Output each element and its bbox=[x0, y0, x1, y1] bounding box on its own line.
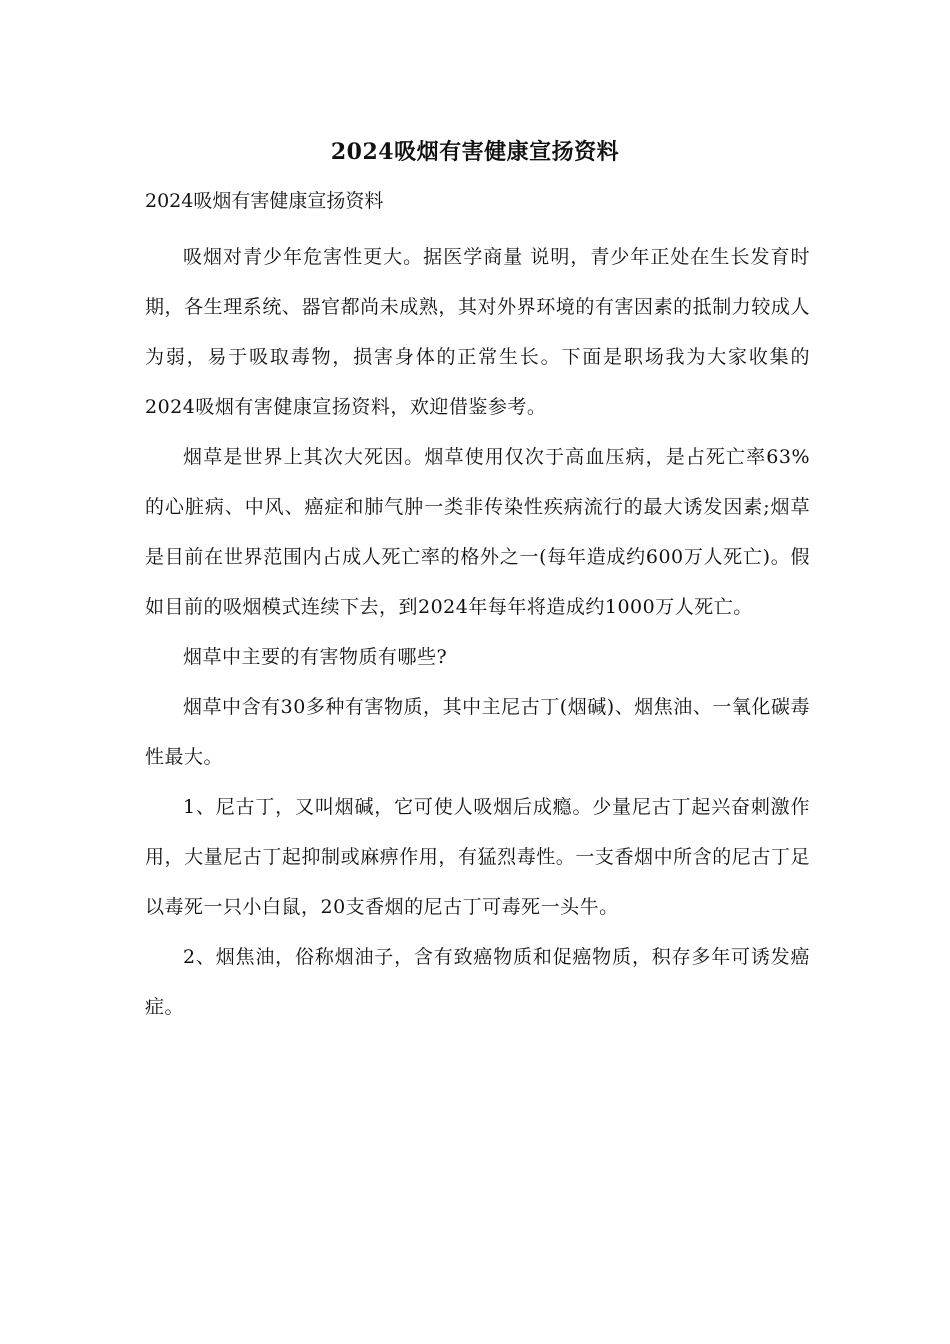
paragraph-intro: 吸烟对青少年危害性更大。据医学商量 说明，青少年正处在生长发育时期，各生理系统、器官都尚未成熟，其对外界环境的有害因素的抵制力较成人为弱，易于吸取毒物，损害身体的正常生长。下面是职场我为大家收集的2024吸烟有害健康宣扬资料，欢迎借鉴参考。 bbox=[145, 246, 810, 418]
document-body bbox=[145, 184, 810, 1032]
document-title: 2024吸烟有害健康宣扬资料 bbox=[330, 139, 620, 165]
paragraph-harmful-substances: 烟草中含有30多种有害物质，其中主尼古丁(烟碱)、烟焦油、一氧化碳毒性最大。 bbox=[145, 696, 810, 768]
paragraph-nicotine: 1、尼古丁，又叫烟碱，它可使人吸烟后成瘾。少量尼古丁起兴奋刺激作用，大量尼古丁起抑制或麻痹作用，有猛烈毒性。一支香烟中所含的尼古丁足以毒死一只小白鼠，20支香烟的尼古丁可毒死一头牛。 bbox=[145, 796, 810, 918]
paragraph-second-cause-of-death: 烟草是世界上其次大死因。烟草使用仅次于高血压病，是占死亡率63%的心脏病、中风、癌症和肺气肿一类非传染性疾病流行的最大诱发因素;烟草是目前在世界范围内占成人死亡率的格外之一(每年造成约600万人死亡)。假如目前的吸烟模式连续下去，到2024年每年将造成约1000万人死亡。 bbox=[145, 446, 810, 618]
paragraph-tar: 2、烟焦油，俗称烟油子，含有致癌物质和促癌物质，积存多年可诱发癌症。 bbox=[145, 946, 810, 1018]
paragraph-question: 烟草中主要的有害物质有哪些? bbox=[183, 646, 448, 668]
document-subtitle: 2024吸烟有害健康宣扬资料 bbox=[145, 190, 384, 212]
